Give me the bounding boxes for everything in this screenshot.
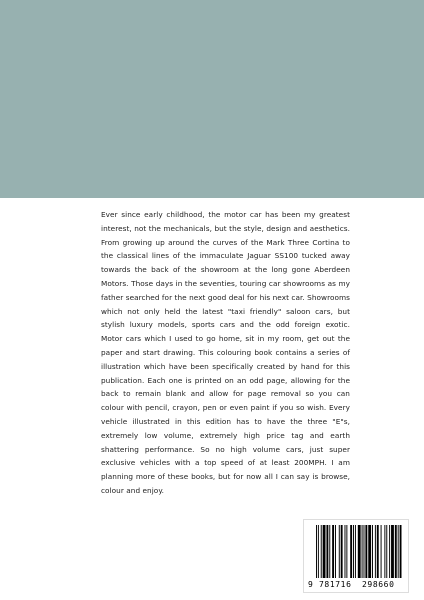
barcode-bar: [391, 525, 394, 578]
barcode-bar: [381, 525, 382, 578]
barcode-bar: [335, 525, 336, 578]
barcode-bar: [339, 525, 340, 578]
barcode-bar: [377, 525, 379, 578]
barcode-bar: [341, 525, 343, 578]
barcode-bar: [395, 525, 397, 578]
barcode-bar: [368, 525, 371, 578]
barcode-bar: [326, 525, 328, 578]
barcode-bar: [318, 525, 319, 578]
barcode-digits-left: 781716: [319, 580, 352, 589]
barcode-bar: [321, 525, 322, 578]
cover-color-band: [0, 0, 424, 198]
barcode-bar: [316, 525, 317, 578]
barcode-graphic: [304, 520, 408, 592]
barcode-bar: [332, 525, 334, 578]
barcode-digits-right: 298660: [362, 580, 395, 589]
barcode-bar: [355, 525, 356, 578]
barcode-bar: [345, 525, 346, 578]
barcode-bar: [400, 525, 402, 578]
barcode-bar: [364, 525, 365, 578]
barcode-bar: [389, 525, 390, 578]
barcode-bar: [365, 525, 367, 578]
barcode-lead-digit: 9: [308, 580, 313, 589]
barcode-bar: [384, 525, 385, 578]
isbn-barcode: [303, 519, 409, 593]
barcode-bar: [323, 525, 326, 578]
barcode-bar: [346, 525, 347, 578]
barcode-bar: [358, 525, 361, 578]
barcode-bar: [375, 525, 376, 578]
barcode-bar: [362, 525, 363, 578]
barcode-bar: [372, 525, 373, 578]
barcode-bar: [329, 525, 330, 578]
barcode-bars: [316, 525, 402, 578]
barcode-bar: [398, 525, 399, 578]
barcode-bar: [350, 525, 352, 578]
back-cover-blurb: Ever since early childhood, the motor car has been my greatest interest, not the mechanicals, but the style, design and aesthetics. From growing up around the curves of the Mark Three Cortina to the classical lines of the immaculate Jaguar SS100 tucked away towards the back of the showroom at the long gone Aberdeen Motors. Those days in the seventies, touring car showrooms as my father searched for the next good deal for his next car. Showrooms which not only held the latest "taxi friendly" saloon cars, but stylish luxury models, sports cars and the odd foreign exotic. Motor cars which I used to go home, sit in my room, get out the paper and start drawing. This colouring book contains a series of illustration which have been specifically created by hand for this publication. Each one is printed on an odd page, allowing for the back to remain blank and allow for page removal so you can colour with pencil, crayon, pen or even paint if you so wish. Every vehicle illustrated in this edition has to have the three "E"s, extremely low volume, extremely high price tag and earth shattering performance. So no high volume cars, just super exclusive vehicles with a top speed of at least 200MPH. I am planning more of these books, but for now all I can say is browse, colour and enjoy.: [101, 210, 350, 495]
barcode-bar: [386, 525, 387, 578]
barcode-bar: [353, 525, 354, 578]
